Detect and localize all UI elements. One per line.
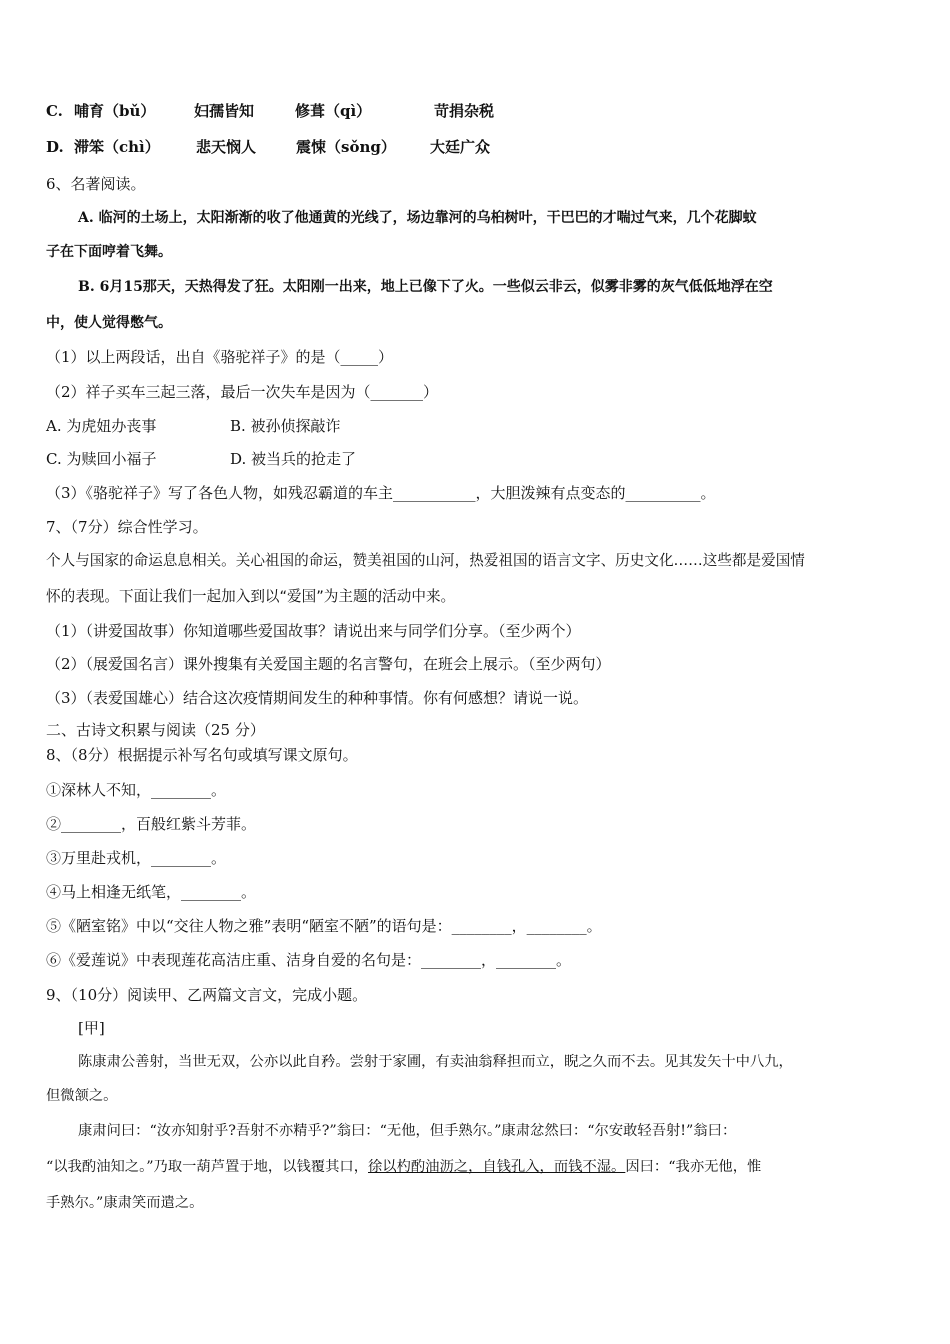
q6-sub-2: （2）祥子买车三起三落，最后一次失车是因为（_______） xyxy=(46,383,439,401)
q8-line-2: ②________，百般红紫斗芳菲。 xyxy=(46,815,257,833)
q9-passage-line-1: 陈康肃公善射，当世无双，公亦以此自矜。尝射于家圃，有卖油翁释担而立，睨之久而不去。见其发矢十中八九， xyxy=(78,1054,793,1070)
option-d-word-3: 震悚（sǒng） xyxy=(296,138,396,156)
q9-passage-line-4 xyxy=(46,1157,761,1177)
q7-paragraph-line-2: 怀的表现。下面让我们一起加入到以“爱国”为主题的活动中来。 xyxy=(46,588,456,605)
option-c-word-2: 妇孺皆知 xyxy=(194,102,255,120)
q9-line-4-post: 因曰：“我亦无他，惟 xyxy=(625,1159,762,1175)
q6-passage-a-line-1: A. 临河的土场上，太阳渐渐的收了他通黄的光线了，场边靠河的乌桕树叶，干巴巴的才喘过气来，几个花脚蚊 xyxy=(78,210,757,226)
option-d-word-4: 大廷广众 xyxy=(430,138,491,156)
q7-sub-3: （3）（表爱国雄心）结合这次疫情期间发生的种种事情。你有何感想？请说一说。 xyxy=(46,689,589,707)
section-2-heading: 二、古诗文积累与阅读（25 分） xyxy=(46,721,265,739)
option-c-letter: C. xyxy=(46,102,63,120)
option-c-word-1: 哺育（bǔ） xyxy=(74,102,156,120)
q8-line-1: ①深林人不知，________。 xyxy=(46,781,227,799)
q7-paragraph-line-1: 个人与国家的命运息息相关。关心祖国的命运，赞美祖国的山河，热爱祖国的语言文字、历史文化……这些都是爱国情 xyxy=(46,552,805,569)
q7-title: 7、（7分）综合性学习。 xyxy=(46,518,208,536)
q9-passage-line-2: 但微颔之。 xyxy=(46,1088,118,1104)
q6-option-a: A. 为虎妞办丧事 xyxy=(46,417,157,435)
q8-line-6: ⑥《爱莲说》中表现莲花高洁庄重、洁身自爱的名句是：________，________。 xyxy=(46,951,572,969)
q9-line-4-pre: “以我酌油知之。”乃取一葫芦置于地，以钱覆其口， xyxy=(46,1159,368,1175)
option-c-row xyxy=(46,101,495,121)
q6-passage-b-line-2: 中，使人觉得憋气。 xyxy=(46,315,172,331)
q6-option-d: D. 被当兵的抢走了 xyxy=(230,450,357,468)
q8-line-5: ⑤《陋室铭》中以“交往人物之雅”表明“陋室不陋”的语句是：________，________。 xyxy=(46,917,602,935)
q9-passage-line-5: 手熟尔。”康肃笑而遣之。 xyxy=(46,1195,204,1211)
q6-passage-b-line-1: B. 6月15那天，天热得发了狂。太阳刚一出来，地上已像下了火。一些似云非云，似雾非雾的灰气低低地浮在空 xyxy=(78,279,773,295)
q6-option-c: C. 为赎回小福子 xyxy=(46,450,157,468)
option-d-word-2: 悲天悯人 xyxy=(196,138,257,156)
q7-sub-1: （1）（讲爱国故事）你知道哪些爱国故事？请说出来与同学们分享。（至少两个） xyxy=(46,622,581,640)
q8-title: 8、（8分）根据提示补写名句或填写课文原句。 xyxy=(46,746,358,764)
q6-sub-3: （3）《骆驼祥子》写了各色人物，如残忍霸道的车主___________，大胆泼辣有点变态的__________。 xyxy=(46,484,716,502)
q8-line-4: ④马上相逢无纸笔，________。 xyxy=(46,883,257,901)
option-d-word-1: 滞笨（chì） xyxy=(74,138,160,156)
q7-sub-2: （2）（展爱国名言）课外搜集有关爱国主题的名言警句，在班会上展示。（至少两句） xyxy=(46,655,611,673)
option-d-row xyxy=(46,137,491,157)
q8-line-3: ③万里赴戎机，________。 xyxy=(46,849,227,867)
option-c-word-3: 修葺（qì） xyxy=(295,102,372,120)
option-d-letter: D. xyxy=(46,138,64,156)
option-c-word-4: 苛捐杂税 xyxy=(434,102,495,120)
q9-passage-line-3: 康肃问曰：“汝亦知射乎?吾射不亦精乎?”翁曰：“无他，但手熟尔。”康肃忿然曰：“尔安敢轻吾射!”翁曰： xyxy=(78,1123,737,1139)
q6-sub-1: （1）以上两段话，出自《骆驼祥子》的是（_____） xyxy=(46,348,394,366)
q9-title: 9、（10分）阅读甲、乙两篇文言文，完成小题。 xyxy=(46,986,368,1004)
q9-underlined-sentence: 徐以杓酌油沥之，自钱孔入，而钱不湿。 xyxy=(368,1159,626,1175)
q6-title: 6、名著阅读。 xyxy=(46,175,146,193)
q6-passage-a-line-2: 子在下面哼着飞舞。 xyxy=(46,244,172,260)
q6-option-b: B. 被孙侦探敲诈 xyxy=(230,417,341,435)
q9-passage-jia-label: [甲] xyxy=(78,1019,105,1037)
